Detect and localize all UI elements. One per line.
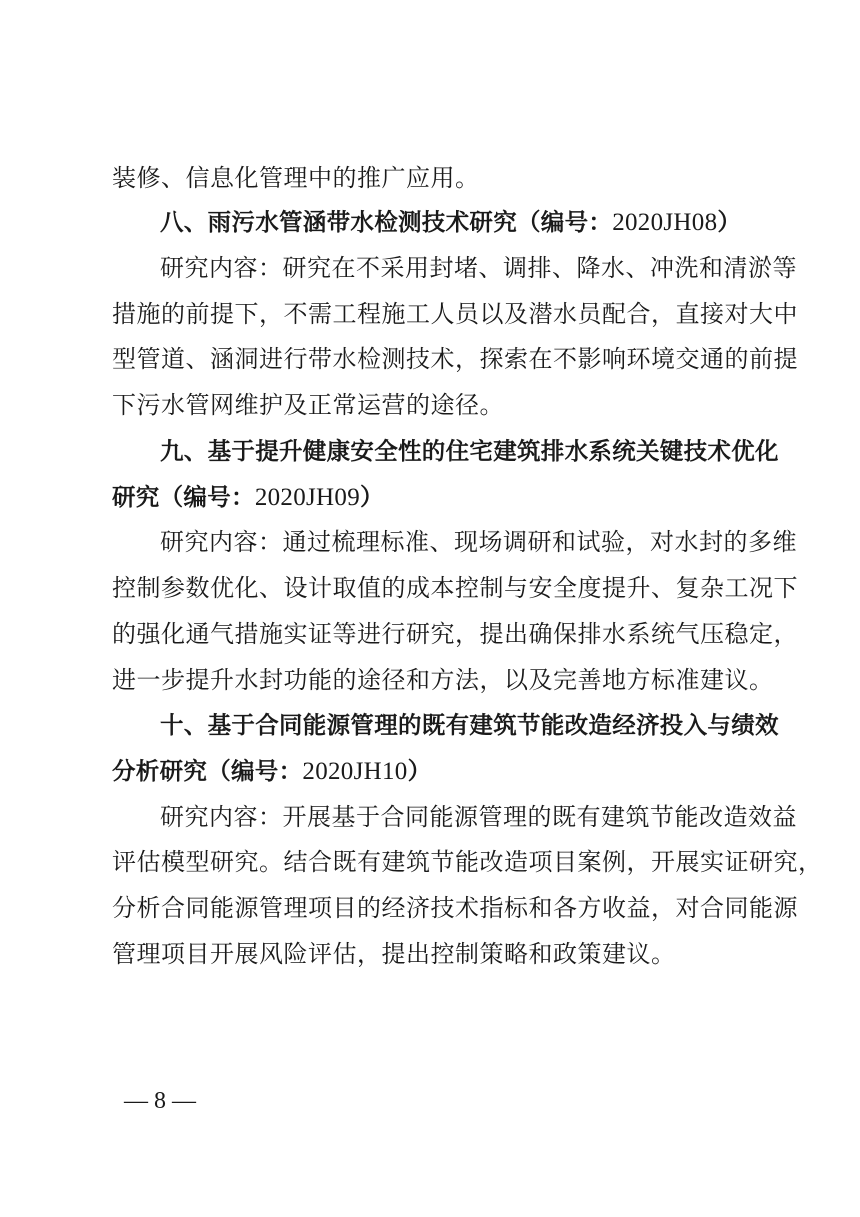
section-10-title-line-2 [112,755,752,787]
section-9-title-text: 研究（编号： [112,483,255,511]
section-10-content-line-4: 管理项目开展风险评估，提出控制策略和政策建议。 [112,940,676,968]
section-10-title-line-1: 十、基于合同能源管理的既有建筑节能改造经济投入与绩效 [160,711,779,739]
section-10-title-text: 分析研究（编号： [112,757,303,785]
section-10-code: 2020JH10 [302,758,408,785]
section-9-title-end: ） [360,483,384,511]
section-9-content-line-1: 研究内容：通过梳理标准、现场调研和试验，对水封的多维 [160,528,797,556]
section-8-title-end: ） [717,208,742,236]
section-10-title-end: ） [407,757,432,785]
section-8-content-line-4: 下污水管网维护及正常运营的途径。 [112,391,504,419]
page-number: — 8 — [124,1088,196,1114]
section-8-content-line-3: 型管道、涵洞进行带水检测技术，探索在不影响环境交通的前提 [112,345,798,373]
section-10-content-line-2: 评估模型研究。结合既有建筑节能改造项目案例，开展实证研究， [112,848,823,876]
section-8-title-text: 八、雨污水管涵带水检测技术研究（编号： [160,208,613,236]
section-9-content-line-4: 进一步提升水封功能的途径和方法，以及完善地方标准建议。 [112,666,774,694]
section-8-title [160,206,752,238]
section-8-code: 2020JH08 [612,209,718,236]
section-10-content-line-3: 分析合同能源管理项目的经济技术指标和各方收益，对合同能源 [112,894,798,922]
section-9-title-line-1: 九、基于提升健康安全性的住宅建筑排水系统关键技术优化 [160,437,779,465]
section-8-content-line-1: 研究内容：研究在不采用封堵、调排、降水、冲洗和清淤等 [160,254,797,282]
section-9-title-line-2 [112,481,752,513]
section-10-content-line-1: 研究内容：开展基于合同能源管理的既有建筑节能改造效益 [160,803,797,831]
section-9-content-line-3: 的强化通气措施实证等进行研究，提出确保排水系统气压稳定， [112,620,798,648]
continuation-line: 装修、信息化管理中的推广应用。 [112,164,480,192]
section-8-content-line-2: 措施的前提下，不需工程施工人员以及潜水员配合，直接对大中 [112,300,798,328]
section-9-content-line-2: 控制参数优化、设计取值的成本控制与安全度提升、复杂工况下 [112,574,798,602]
section-9-code: 2020JH09 [254,484,360,511]
